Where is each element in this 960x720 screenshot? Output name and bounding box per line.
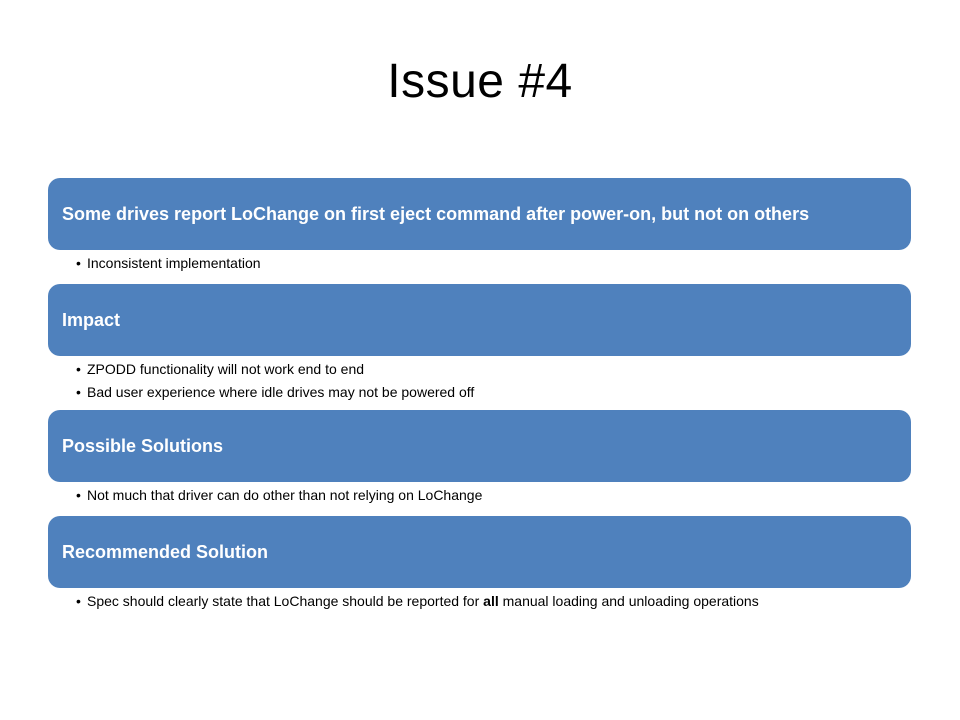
bullet-text: Spec should clearly state that LoChange should be reported for	[87, 593, 484, 609]
section-heading: Recommended Solution	[48, 516, 911, 588]
bullet-emphasis: all	[483, 593, 499, 609]
slide-title: Issue #4	[387, 55, 573, 108]
bullet-list	[48, 361, 911, 401]
section-possible-solutions	[48, 410, 911, 504]
bullet-item	[76, 593, 911, 610]
section-heading: Possible Solutions	[48, 410, 911, 482]
section-heading: Impact	[48, 284, 911, 356]
bullet-item: • ZPODD functionality will not work end to end	[76, 361, 911, 378]
bullet-text: manual loading and unloading operations	[498, 593, 759, 609]
section-recommended-solution	[48, 516, 911, 610]
bullet-item: • Inconsistent implementation	[76, 255, 911, 272]
bullet-item: • Not much that driver can do other than not relying on LoChange	[76, 487, 911, 504]
section-inconsistent-lochange	[48, 178, 911, 272]
section-impact	[48, 284, 911, 401]
bullet-list	[48, 593, 911, 610]
section-heading: Some drives report LoChange on first eject command after power-on, but not on others	[48, 178, 911, 250]
bullet-list	[48, 487, 911, 504]
bullet-item: • Bad user experience where idle drives may not be powered off	[76, 384, 911, 401]
bullet-list	[48, 255, 911, 272]
